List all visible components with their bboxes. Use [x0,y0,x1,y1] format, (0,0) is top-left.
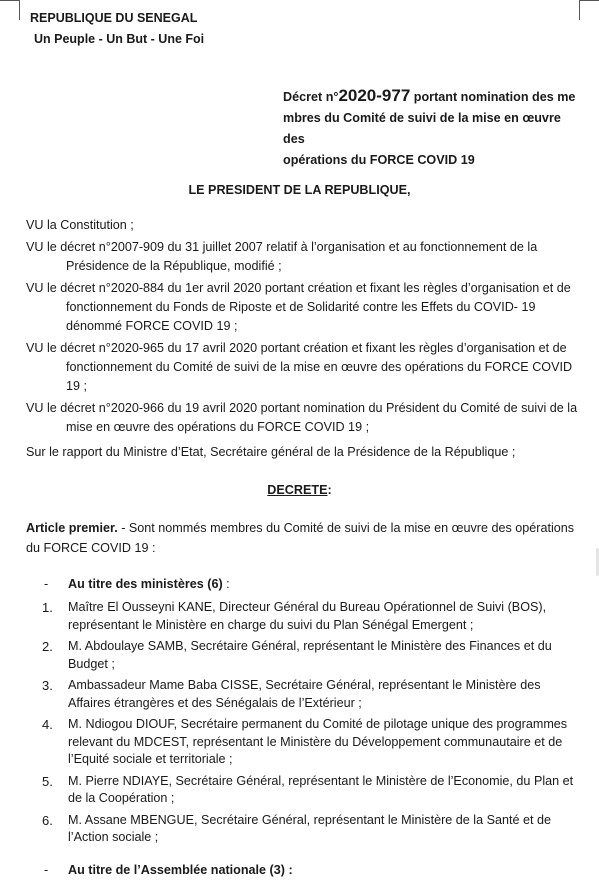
crop-mark [579,0,580,20]
section-title-suffix: : [284,863,293,877]
list-item [44,599,584,634]
ministeres-list [44,599,584,851]
rapport-text: Sur le rapport du Ministre d’Etat, Secrétaire général de la Présidence de la République ; [26,445,516,459]
item-text: M. Ndiogou DIOUF, Secrétaire permanent du Comité de pilotage unique des programmes relevant du MDCEST, représentant le Ministère du Développement communautaire et de l’Equité sociale et territoriale ; [68,717,568,766]
section-title-suffix: : [222,577,230,591]
article-premier [26,518,582,558]
item-text: M. Assane MBENGUE, Secrétaire Général, représentant le Ministère de la Santé et de l’Action sociale ; [68,812,551,844]
decree-title-line2: mbres du Comité de suivi de la mise en œuvre des [283,111,561,146]
item-number: 4. [42,717,53,732]
item-text: M. Abdoulaye SAMB, Secrétaire Général, représentant le Ministère des Finances et du Budget ; [68,639,552,671]
item-number: 6. [42,812,53,828]
item-text: M. Pierre NDIAYE, Secrétaire Général, représentant le Ministère de l’Economie, du Plan et de la Coopération ; [68,773,574,805]
section-dash: - [44,577,49,591]
list-item [44,773,584,808]
list-item [44,677,584,712]
decrete-heading [0,483,599,497]
decree-number: 2020-977 [338,86,411,105]
vu-item: VU le décret n°2020-965 du 17 avril 2020 portant création et fixant les règles d’organisation et de fonctionnement du Comité de suivi de la mise en œuvre des opérations du FORCE COVID 19 ; [26,341,573,393]
article-text: - Sont nommés membres du Comité de suivi de la mise en œuvre des opérations du FORCE COVID 19 : [26,521,575,555]
decree-prefix: Décret n° [283,90,339,104]
header-country: REPUBLIQUE DU SENEGAL [30,11,198,25]
vu-item: VU la Constitution ; [26,218,134,232]
article-label: Article premier. [26,521,118,535]
vu-item: VU le décret n°2020-884 du 1er avril 2020 portant création et fixant les règles d’organisation et de fonctionnement du Fonds de Riposte et de Solidarité contre les Effets du COVID- 19 dénommé FORCE COVID 19 ; [26,281,571,333]
section-title [68,574,230,594]
decree-title-line3: opérations du FORCE COVID 19 [283,153,475,167]
header-motto: Un Peuple - Un But - Une Foi [34,32,205,46]
vu-list [26,216,582,440]
list-item [44,716,584,769]
president-heading: LE PRESIDENT DE LA REPUBLIQUE, [188,183,411,197]
decree-title-line1: portant nomination des me [410,90,576,104]
decrete-colon: : [327,483,332,497]
list-item [44,638,584,673]
item-number: 5. [42,773,53,789]
section-title-text: Au titre de l’Assemblée nationale (3) [68,863,285,877]
list-item [44,812,584,847]
item-text: Maître El Ousseyni KANE, Directeur Général du Bureau Opérationnel de Suivi (BOS), représentant le Ministère en charge du suivi du Plan Sénégal Emergent ; [68,600,547,632]
crop-mark [0,0,20,1]
crop-mark [579,0,599,1]
item-text: Ambassadeur Mame Baba CISSE, Secrétaire Général, représentant le Ministère des Affaires étrangères et des Sénégalais de l’Extérieur ; [68,678,541,710]
decree-title [283,85,583,171]
section-dash: - [44,863,49,877]
section-title [68,860,293,880]
item-number: 2. [42,639,53,654]
crop-mark [19,0,20,20]
vu-item: VU le décret n°2007-909 du 31 juillet 2007 relatif à l’organisation et au fonctionnement de la Présidence de la République, modifié ; [26,240,538,273]
item-number: 1. [42,600,53,615]
section-title-text: Au titre des ministères (6) [68,577,223,591]
vu-item: VU le décret n°2020-966 du 19 avril 2020 portant nomination du Président du Comité de suivi de la mise en œuvre des opérations du FORCE COVID 19 ; [26,401,578,434]
item-number: 3. [42,678,53,693]
decrete-word: DECRETE [267,483,328,497]
